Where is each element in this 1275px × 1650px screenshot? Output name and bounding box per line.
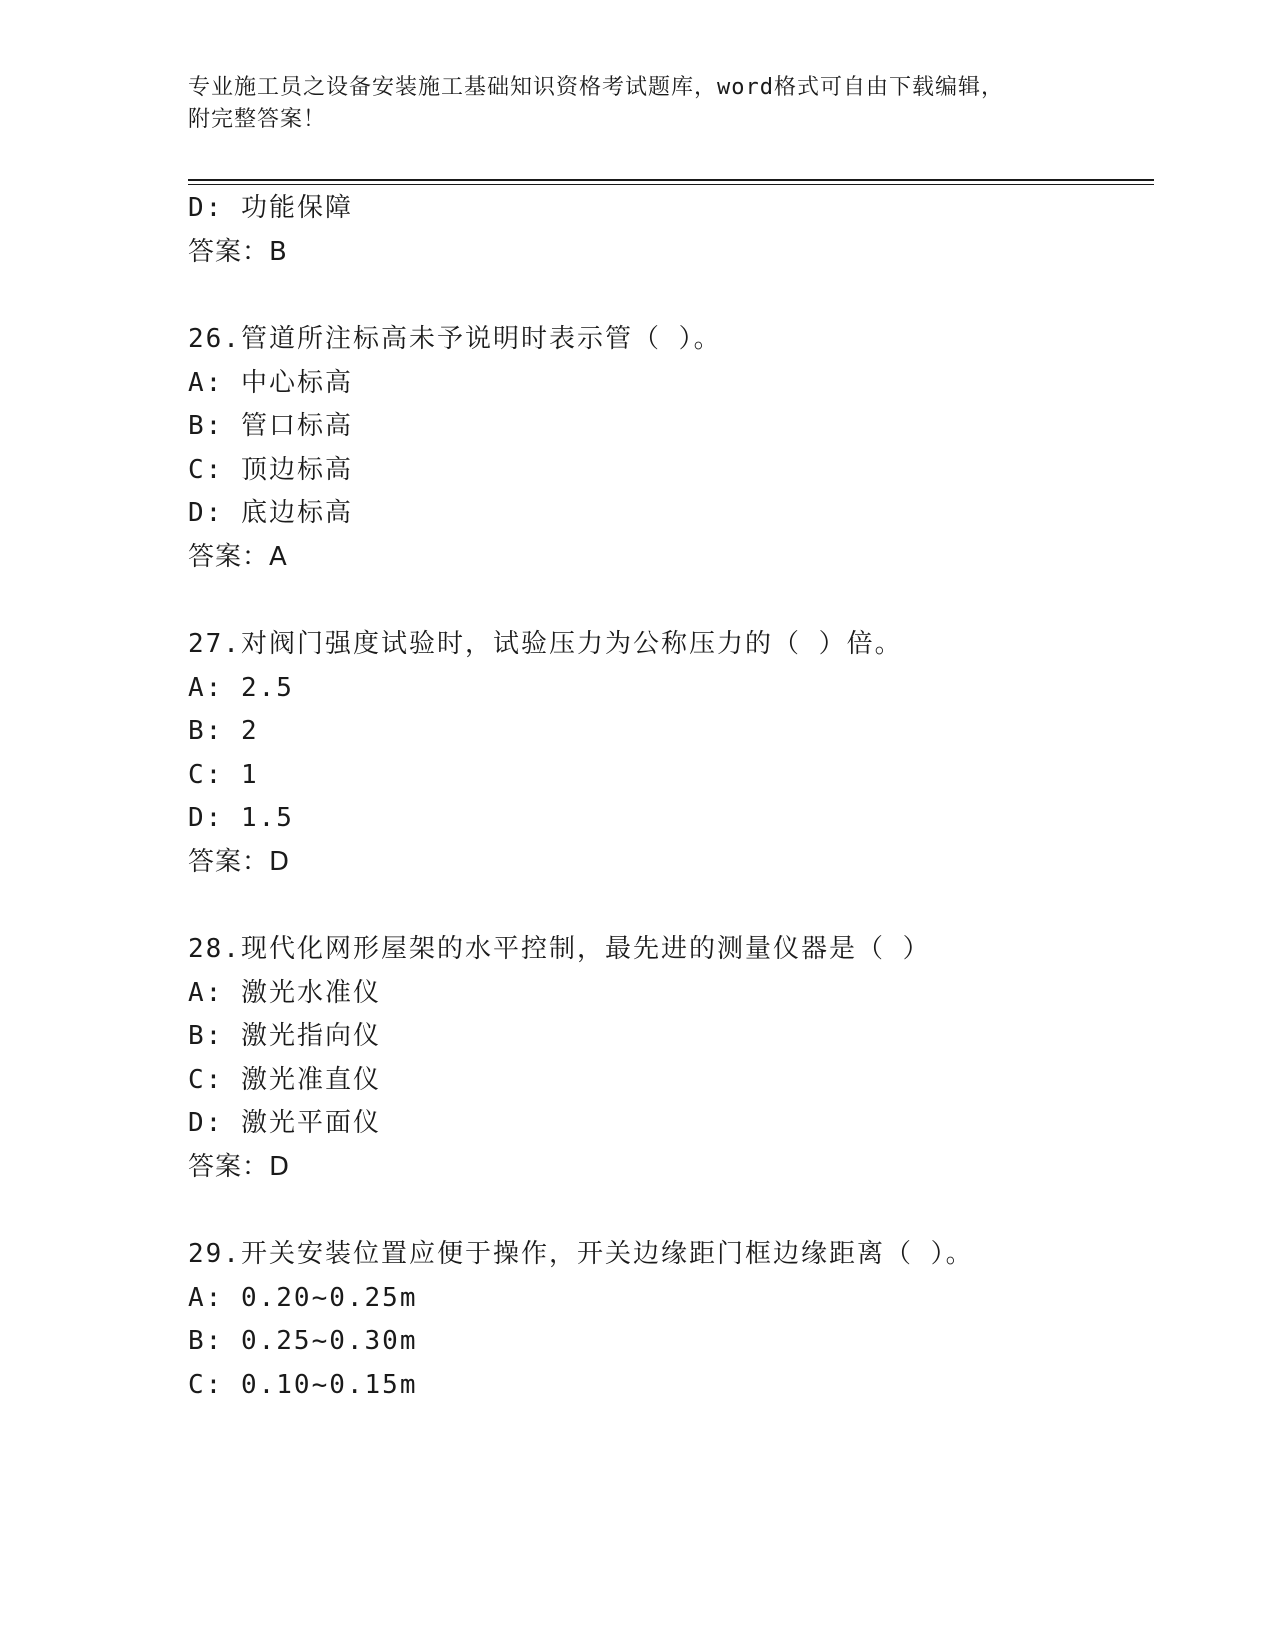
header-title bbox=[188, 72, 1088, 136]
question-stem: 26.管道所注标高未予说明时表示管（ ）。 bbox=[188, 324, 722, 354]
option-c: C: 0.10~0.15m bbox=[188, 1370, 418, 1400]
option-a: A: 激光水准仪 bbox=[188, 978, 381, 1008]
option-d: D: 功能保障 bbox=[188, 193, 353, 223]
option-b: B: 0.25~0.30m bbox=[188, 1326, 418, 1356]
answer-line: 答案：D bbox=[188, 1152, 291, 1182]
option-d: D: 激光平面仪 bbox=[188, 1108, 381, 1138]
option-b: B: 管口标高 bbox=[188, 411, 353, 441]
header-divider-thick bbox=[188, 179, 1154, 181]
question-stem: 29.开关安装位置应便于操作，开关边缘距门框边缘距离（ ）。 bbox=[188, 1239, 974, 1269]
option-c: C: 顶边标高 bbox=[188, 455, 353, 485]
option-b: B: 激光指向仪 bbox=[188, 1021, 381, 1051]
answer-line: 答案：B bbox=[188, 237, 288, 267]
option-a: A: 0.20~0.25m bbox=[188, 1283, 418, 1313]
option-b: B: 2 bbox=[188, 716, 259, 746]
answer-line: 答案：D bbox=[188, 847, 291, 877]
answer-line: 答案：A bbox=[188, 542, 288, 572]
option-d: D: 底边标高 bbox=[188, 498, 353, 528]
header-title-line-1: 专业施工员之设备安装施工基础知识资格考试题库，word格式可自由下载编辑， bbox=[188, 75, 1004, 100]
option-d: D: 1.5 bbox=[188, 803, 294, 833]
question-stem: 27.对阀门强度试验时，试验压力为公称压力的（ ）倍。 bbox=[188, 629, 903, 659]
header-title-line-2: 附完整答案！ bbox=[188, 107, 327, 132]
option-a: A: 中心标高 bbox=[188, 368, 353, 398]
question-stem: 28.现代化网形屋架的水平控制，最先进的测量仪器是（ ） bbox=[188, 934, 931, 964]
option-c: C: 1 bbox=[188, 760, 259, 790]
option-c: C: 激光准直仪 bbox=[188, 1065, 381, 1095]
option-a: A: 2.5 bbox=[188, 673, 294, 703]
header-divider-thin bbox=[188, 184, 1154, 185]
